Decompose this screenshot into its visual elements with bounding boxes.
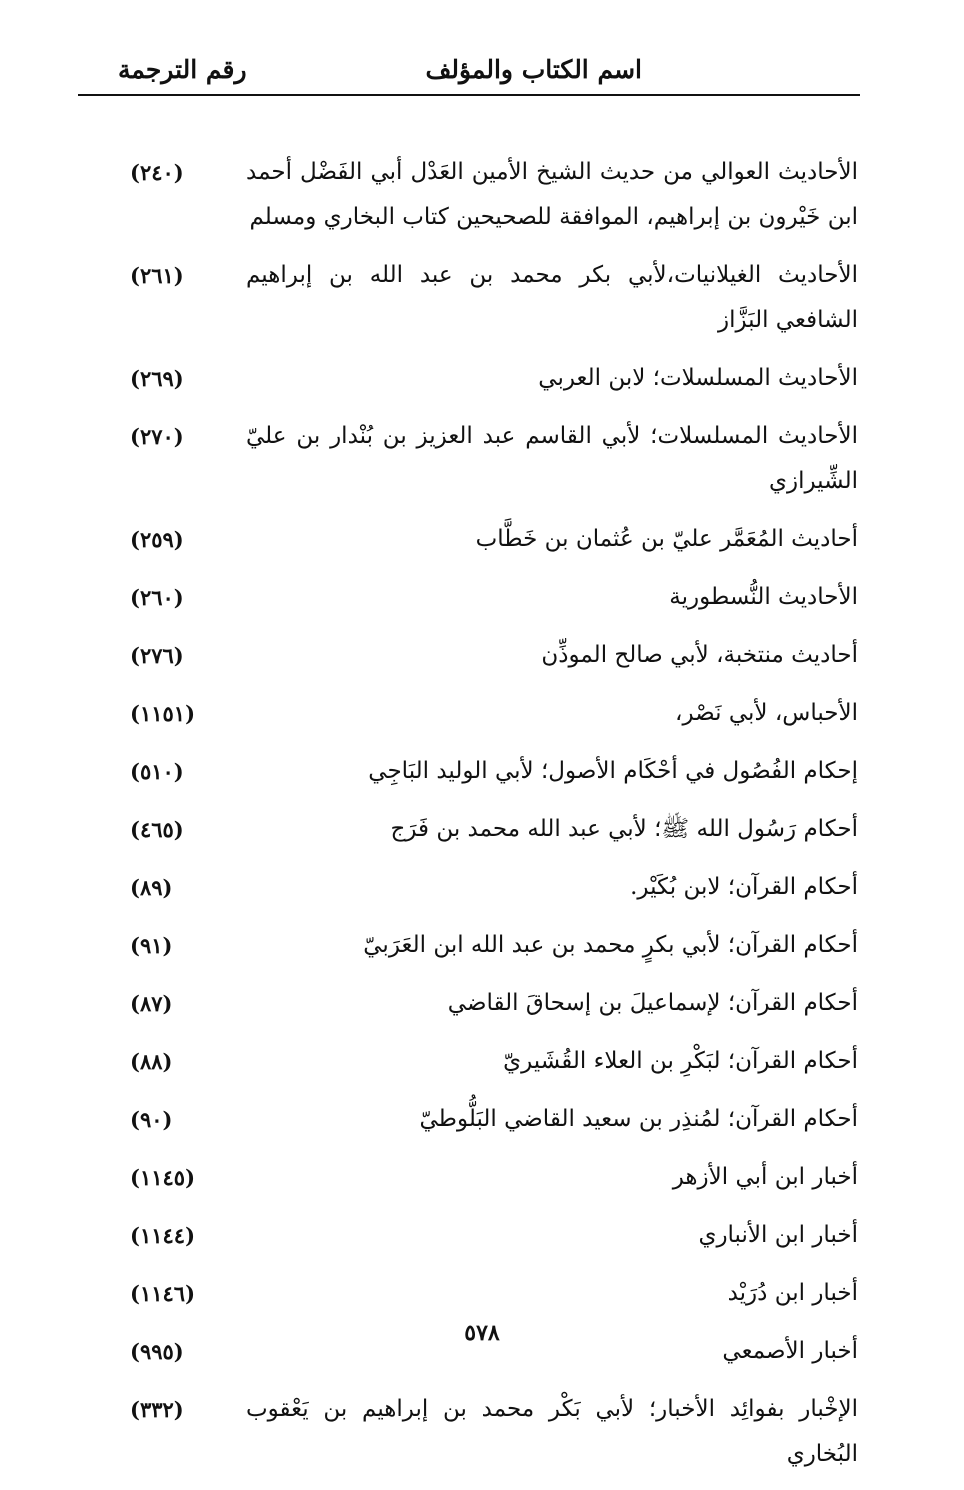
list-item <box>130 923 858 968</box>
entry-list <box>130 150 858 1490</box>
entry-number: (٨٧) <box>130 991 173 1016</box>
list-item <box>130 1039 858 1084</box>
entry-title: الإخْبار بفوائِد الأخبار؛ لأبي بَكْر محمد بن إبراهيم بن يَعْقوب البُخاري <box>246 1396 858 1467</box>
list-item <box>130 807 858 852</box>
entry-number: (٣٣٢) <box>130 1397 184 1422</box>
entry-number: (٢٤٠) <box>130 160 184 185</box>
entry-title: أخبار ابن الأنباري <box>698 1222 858 1248</box>
list-item <box>130 414 858 504</box>
entry-number: (٢٦١) <box>130 263 184 288</box>
list-item <box>130 865 858 910</box>
entry-title: أخبار ابن أبي الأزهر <box>672 1164 858 1190</box>
entry-number: (٤٦٥) <box>130 817 184 842</box>
list-item <box>130 1271 858 1316</box>
list-item <box>130 253 858 343</box>
entry-number: (٩٠) <box>130 1107 173 1132</box>
list-item <box>130 575 858 620</box>
page-number: ٥٧٨ <box>464 1320 500 1346</box>
entry-number: (٩١) <box>130 933 173 958</box>
entry-title: الأحباس، لأبي نَصْر، <box>675 700 858 726</box>
list-item <box>130 1213 858 1258</box>
entry-title: أحكام القرآن؛ لأبي بكرٍ محمد بن عبد الله ابن العَرَبيّ <box>363 932 858 958</box>
entry-number: (٨٨) <box>130 1049 173 1074</box>
entry-number: (١١٤٥) <box>130 1165 195 1190</box>
entry-title: الأحاديث الغيلانيات،لأبي بكر محمد بن عبد الله بن إبراهيم الشافعي البَزَّاز <box>246 262 858 333</box>
entry-title: أخبار الأصمعي <box>722 1338 858 1364</box>
list-item <box>130 356 858 401</box>
list-item <box>130 1097 858 1142</box>
entry-title: الأحاديث النُّسطورية <box>669 584 858 610</box>
entry-title: أخبار ابن دُرَيْد <box>727 1280 858 1306</box>
entry-number: (٢٥٩) <box>130 527 184 552</box>
list-item <box>130 150 858 240</box>
list-item <box>130 633 858 678</box>
entry-number: (٨٩) <box>130 875 173 900</box>
entry-title: إحكام الفُصُول في أحْكَام الأصول؛ لأبي الوليد البَاجِي <box>368 758 858 784</box>
list-item <box>130 691 858 736</box>
page-header <box>78 55 860 95</box>
entry-title: أحكام رَسُول الله ﷺ؛ لأبي عبد الله محمد بن فَرَج <box>390 816 858 842</box>
entry-number: (٥١٠) <box>130 759 184 784</box>
entry-title: أحاديث المُعَمَّر عليّ بن عُثمان بن خَطَّاب <box>475 526 858 552</box>
entry-number: (١١٥١) <box>130 701 195 726</box>
entry-number: (١١٤٤) <box>130 1223 195 1248</box>
entry-title: أحكام القرآن؛ لبَكْرِ بن العلاء القُشَيريّ <box>503 1048 858 1074</box>
list-item <box>130 749 858 794</box>
list-item <box>130 1155 858 1200</box>
list-item <box>130 981 858 1026</box>
entry-title: الأحاديث المسلسلات؛ لابن العربي <box>538 365 858 391</box>
entry-title: أحاديث منتخبة، لأبي صالح الموذِّن <box>541 642 858 668</box>
header-title: اسم الكتاب والمؤلف <box>425 55 642 84</box>
entry-number: (١١٤٦) <box>130 1281 195 1306</box>
entry-number: (٢٧٠) <box>130 424 184 449</box>
entry-title: أحكام القرآن؛ لابن بُكَيْر. <box>630 874 858 900</box>
entry-number: (٩٩٥) <box>130 1339 184 1364</box>
entry-number: (٢٧٦) <box>130 643 184 668</box>
header-number-column: رقم الترجمة <box>118 55 247 84</box>
entry-title: أحكام القرآن؛ لمُنذِر بن سعيد القاضي البَلُّوطيّ <box>419 1106 858 1132</box>
entry-number: (٢٦٩) <box>130 366 184 391</box>
list-item <box>130 517 858 562</box>
entry-title: أحكام القرآن؛ لإسماعيلَ بن إسحاقَ القاضي <box>447 990 858 1016</box>
header-rule <box>78 94 860 96</box>
entry-title: الأحاديث العوالي من حديث الشيخ الأمين العَدْل أبي الفَضْل أحمد ابن خَيْرون بن إبراهيم، الموافقة للصحيحين كتاب البخاري ومسلم <box>246 159 858 230</box>
entry-title: الأحاديث المسلسلات؛ لأبي القاسم عبد العزيز بن بُنْدار بن عليّ الشِّيرازي <box>246 423 858 494</box>
list-item <box>130 1387 858 1477</box>
entry-number: (٢٦٠) <box>130 585 184 610</box>
